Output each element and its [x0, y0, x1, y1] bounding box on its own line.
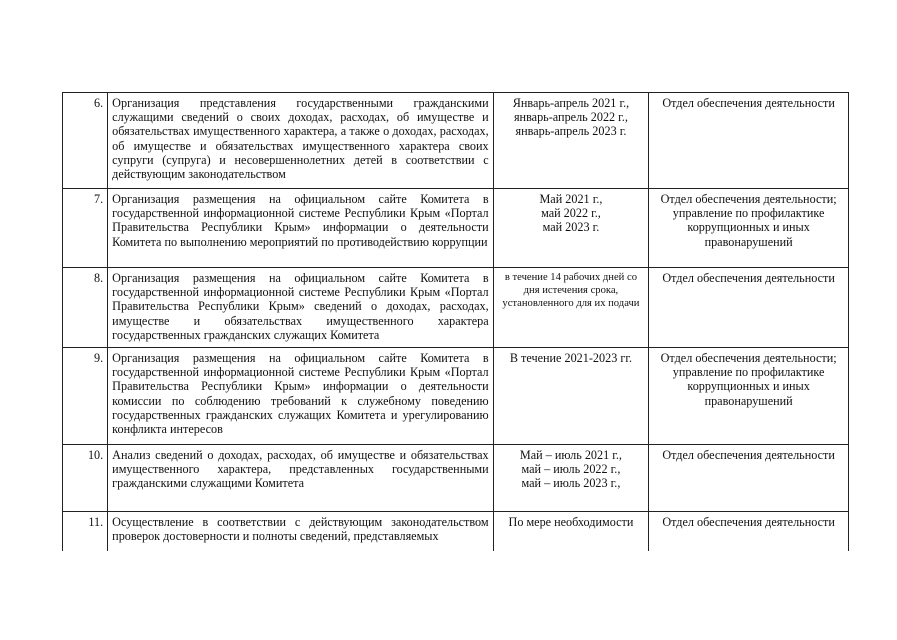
row-responsible-text: Отдел обеспечения деятельности — [662, 271, 835, 285]
row-term — [493, 189, 649, 268]
row-number: 8. — [63, 268, 108, 348]
row-description: Организация размещения на официальном сайте Комитета в государственной информационной системе Республики Крым «Портал Правительства Республики Крым» информации о деятельности комиссии по соблюдению требований к служебному поведению государственных гражданских служащих Комитета и урегулированию конфликта интересов — [108, 348, 493, 445]
row-description: Анализ сведений о доходах, расходах, об имуществе и обязательствах имущественного характера, представленных государственными гражданскими служащими Комитета — [108, 445, 493, 512]
table-row — [63, 445, 849, 512]
row-description: Организация размещения на официальном сайте Комитета в государственной информационной системе Республики Крым «Портал Правительства Республики Крым» информации о деятельности Комитета по выполнению мероприятий по противодействию коррупции — [108, 189, 493, 268]
row-responsible-text: Отдел обеспечения деятельности — [662, 515, 835, 529]
row-term — [493, 348, 649, 445]
row-description: Организация размещения на официальном сайте Комитета в государственной информационной системе Республики Крым «Портал Правительства Республики Крым» сведений о доходах, расходах, имуществе и обязательствах имущественного характера государственных гражданских служащих Комитета — [108, 268, 493, 348]
row-responsible — [649, 93, 849, 189]
table-row — [63, 268, 849, 348]
row-responsible — [649, 445, 849, 512]
row-term-text: Январь-апрель 2021 г., январь-апрель 2022 г., январь-апрель 2023 г. — [512, 96, 630, 139]
row-term — [493, 445, 649, 512]
row-number: 9. — [63, 348, 108, 445]
table-row — [63, 512, 849, 552]
row-number: 10. — [63, 445, 108, 512]
row-responsible — [649, 268, 849, 348]
row-responsible — [649, 348, 849, 445]
row-responsible-text: Отдел обеспечения деятельности; управление по профилактике коррупционных и иных правонарушений — [660, 351, 837, 408]
row-number: 7. — [63, 189, 108, 268]
anticorruption-plan-table — [62, 92, 849, 551]
table-row — [63, 93, 849, 189]
row-responsible-text: Отдел обеспечения деятельности — [662, 96, 835, 110]
row-term — [493, 268, 649, 348]
row-term-text: в течение 14 рабочих дней со дня истечения срока, установленного для их подачи — [502, 272, 640, 310]
row-term-text: Май – июль 2021 г., май – июль 2022 г., май – июль 2023 г., — [519, 448, 622, 491]
table-row — [63, 189, 849, 268]
row-responsible-text: Отдел обеспечения деятельности — [662, 448, 835, 462]
row-description: Организация представления государственными гражданскими служащими сведений о своих доходах, расходах, об имуществе и обязательствах имущественного характера, а также о доходах, расходах, об имуществе и обязательствах имущественного характера своих супруги (супруга) и несовершеннолетних детей в соответствии с действующим законодательством — [108, 93, 493, 189]
row-term-text: Май 2021 г., май 2022 г., май 2023 г. — [539, 192, 603, 235]
row-number: 11. — [63, 512, 108, 552]
row-term — [493, 512, 649, 552]
table-row — [63, 348, 849, 445]
row-responsible — [649, 189, 849, 268]
row-term — [493, 93, 649, 189]
row-responsible-text: Отдел обеспечения деятельности; управление по профилактике коррупционных и иных правонарушений — [660, 192, 837, 249]
row-number: 6. — [63, 93, 108, 189]
row-responsible — [649, 512, 849, 552]
row-term-text: По мере необходимости — [508, 515, 634, 529]
row-description: Осуществление в соответствии с действующим законодательством проверок достоверности и полноты сведений, представляемых — [108, 512, 493, 552]
row-term-text: В течение 2021-2023 гг. — [509, 351, 633, 365]
